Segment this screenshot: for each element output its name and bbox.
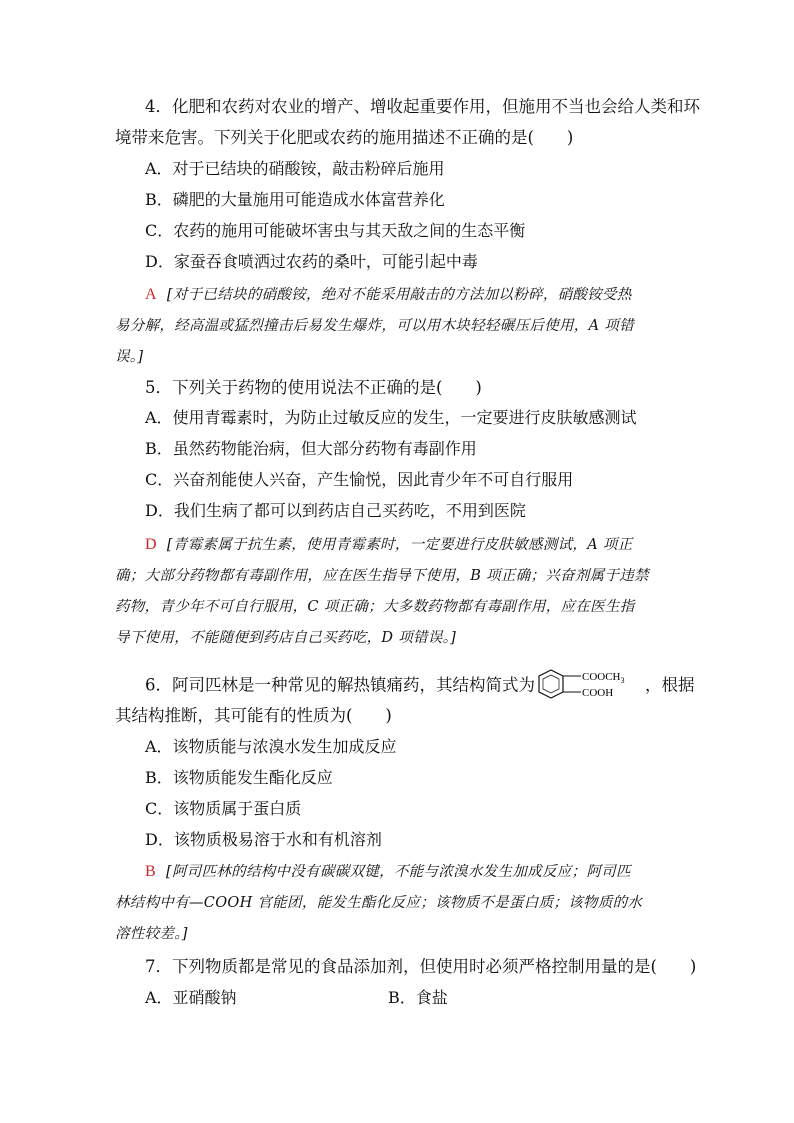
q6-stem-pre: 6．阿司匹林是一种常见的解热镇痛药，其结构简式为 xyxy=(145,675,535,695)
q4-option-c: C．农药的施用可能破坏害虫与其天敌之间的生态平衡 xyxy=(145,221,526,240)
q4-answer-letter: A xyxy=(145,286,157,303)
q5-explanation-line-1 xyxy=(145,535,633,555)
q5-explanation-text-1: [青霉素属于抗生素，使用青霉素时，一定要进行皮肤敏感测试，A 项正 xyxy=(166,537,633,553)
q6-stem-line-1 xyxy=(145,666,695,706)
formula-top: $COOCH_3$ xyxy=(582,671,625,685)
aspirin-structure xyxy=(537,666,643,706)
q6-option-b: B．该物质能发生酯化反应 xyxy=(145,768,333,787)
q6-answer-letter: B xyxy=(145,863,156,880)
q4-stem-line-1: 4．化肥和农药对农业的增产、增收起重要作用，但施用不当也会给人类和环 xyxy=(145,97,700,116)
q6-explanation-line-1 xyxy=(145,862,631,882)
q7-stem: 7．下列物质都是常见的食品添加剂，但使用时必须严格控制用量的是( ) xyxy=(145,957,697,976)
q6-explanation-line-2: 林结构中有—COOH 官能团，能发生酯化反应；该物质不是蛋白质；该物质的水 xyxy=(115,895,643,911)
q4-option-b: B．磷肥的大量施用可能造成水体富营养化 xyxy=(145,190,445,209)
formula-bottom: COOH xyxy=(582,687,614,699)
q5-option-a: A．使用青霉素时，为防止过敏反应的发生，一定要进行皮肤敏感测试 xyxy=(145,408,637,427)
q4-explanation-line-3: 误。] xyxy=(115,349,144,365)
q6-option-d: D．该物质极易溶于水和有机溶剂 xyxy=(145,830,382,849)
q4-stem-line-2: 境带来危害。下列关于化肥或农药的施用描述不正确的是( ) xyxy=(115,128,574,147)
q7-option-b: B．食盐 xyxy=(388,988,448,1007)
q5-option-d: D．我们生病了都可以到药店自己买药吃，不用到医院 xyxy=(145,501,526,520)
q5-option-b: B．虽然药物能治病，但大部分药物有毒副作用 xyxy=(145,439,477,458)
q5-stem: 5．下列关于药物的使用说法不正确的是( ) xyxy=(145,378,482,397)
q4-option-d: D．家蚕吞食喷洒过农药的桑叶，可能引起中毒 xyxy=(145,252,478,271)
q6-option-a: A．该物质能与浓溴水发生加成反应 xyxy=(145,737,397,756)
q6-explanation-line-3: 溶性较差。] xyxy=(115,926,188,942)
q4-explanation-text-1: [对于已结块的硝酸铵，绝对不能采用敲击的方法加以粉碎，硝酸铵受热 xyxy=(166,287,632,303)
q4-explanation-line-2: 易分解，经高温或猛烈撞击后易发生爆炸，可以用木块轻轻碾压后使用，A 项错 xyxy=(115,318,634,334)
q4-explanation-line-1 xyxy=(145,285,632,305)
q6-stem-post: ，根据 xyxy=(645,675,695,695)
q4-option-a: A．对于已结块的硝酸铵，敲击粉碎后施用 xyxy=(145,159,445,178)
q6-stem-line-2: 其结构推断，其可能有的性质为( ) xyxy=(115,706,392,725)
q5-option-c: C．兴奋剂能使人兴奋，产生愉悦，因此青少年不可自行服用 xyxy=(145,470,574,489)
q5-answer-letter: D xyxy=(145,536,157,553)
q6-option-c: C．该物质属于蛋白质 xyxy=(145,799,302,818)
q5-explanation-line-2: 确；大部分药物都有毒副作用，应在医生指导下使用，B 项正确；兴奋剂属于违禁 xyxy=(115,568,649,584)
q7-option-a: A．亚硝酸钠 xyxy=(145,988,237,1007)
q6-explanation-text-1: [阿司匹林的结构中没有碳碳双键，不能与浓溴水发生加成反应；阿司匹 xyxy=(165,864,631,880)
q5-explanation-line-4: 导下使用，不能随便到药店自己买药吃，D 项错误。] xyxy=(115,630,457,646)
q5-explanation-line-3: 药物，青少年不可自行服用，C 项正确；大多数药物都有毒副作用，应在医生指 xyxy=(115,599,635,615)
